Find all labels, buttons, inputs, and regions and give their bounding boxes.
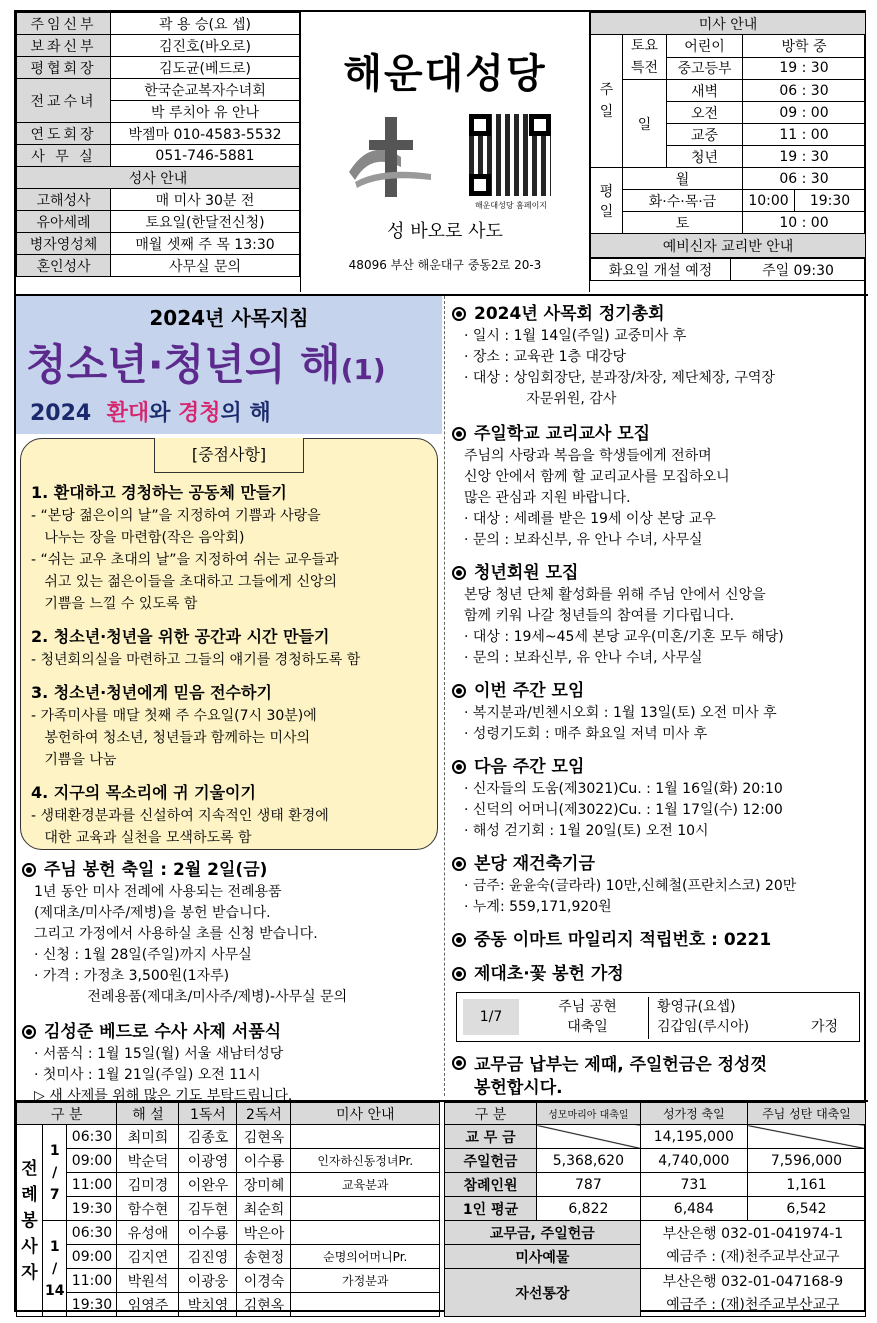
offering-names: 황영규(요셉) 김갑임(루시아) <box>657 999 750 1035</box>
notice-line: · 장소 : 교육관 1층 대강당 <box>464 349 627 365</box>
notice-title: 제대초·꽃 봉헌 가정 <box>474 964 624 984</box>
week-date: 1 / 7 <box>43 1125 67 1221</box>
offering-occasion: 주님 공현 대축일 <box>527 997 649 1039</box>
mass-time-cell: 11:00 <box>67 1173 117 1197</box>
role-label: 주임신부 <box>17 13 111 35</box>
focus-line: - “쉬는 교우 초대의 날”을 지정하여 쉬는 교우들과 <box>31 552 339 568</box>
col-header: 주님 성탄 대축일 <box>747 1103 865 1125</box>
notice-line: 자문위원, 감사 <box>464 391 617 407</box>
bank-label: 교무금, 주일헌금 <box>445 1221 641 1245</box>
value-cell: 7,596,000 <box>747 1149 865 1173</box>
mass-time-cell: 19:30 <box>67 1197 117 1221</box>
pastoral-banner <box>16 296 442 434</box>
left-notices <box>22 852 440 1107</box>
bullet-icon <box>22 863 36 877</box>
commentator-cell: 김미경 <box>117 1173 179 1197</box>
value-cell <box>747 1125 865 1149</box>
qr-finder <box>469 114 491 136</box>
value-cell: 6,822 <box>537 1197 641 1221</box>
notice-line: · 금주: 윤윤숙(글라라) 10만,신혜철(프란치스코) 20만 <box>464 878 797 894</box>
right-notices <box>452 296 866 986</box>
bullet-icon <box>452 760 466 774</box>
mass-guide-cell: 가정분과 <box>291 1269 440 1293</box>
notice-line: 본당 청년 단체 활성화를 위해 주님 안에서 신앙을 <box>464 587 766 603</box>
notice-line: ▷ 새 사제를 위해 많은 기도 부탁드립니다. <box>34 1088 293 1104</box>
mass-schedule <box>590 12 866 281</box>
notice-title: 2024년 사목회 정기총회 <box>474 304 665 324</box>
value-cell: 731 <box>640 1173 747 1197</box>
bank-holder: 예금주 : (재)천주교부산교구 <box>640 1245 865 1269</box>
notice-line: · 해성 걷기회 : 1월 20일(토) 오전 10시 <box>464 823 709 839</box>
focus-heading: 2. 청소년·청년을 위한 공간과 시간 만들기 <box>31 627 330 646</box>
bullet-icon <box>452 684 466 698</box>
col-header: 성모마리아 대축일 <box>537 1103 641 1125</box>
bulletin-page <box>14 10 866 1312</box>
mass-guide-cell: 인자하신동정녀Pr. <box>291 1149 440 1173</box>
notice-line: · 신덕의 어머니(제3022)Cu. : 1월 17일(수) 12:00 <box>464 802 783 818</box>
staff-table <box>16 12 300 277</box>
mass-row-label: 화·수·목·금 <box>623 190 743 212</box>
staff-name: 김도균(베드로) <box>111 57 300 79</box>
reading1-cell: 이광영 <box>179 1149 237 1173</box>
notice-block <box>452 679 866 745</box>
notice-line: (제대초/미사주/제병)을 봉헌 받습니다. <box>34 905 271 921</box>
mass-row-label: 청년 <box>667 146 743 168</box>
focus-heading: 3. 청소년·청년에게 믿음 전수하기 <box>31 683 272 702</box>
church-header <box>300 12 590 292</box>
notice-block <box>452 561 866 669</box>
value-cell: 14,195,000 <box>640 1125 747 1149</box>
reading1-cell: 김종호 <box>179 1125 237 1149</box>
banner-top: 2024년 사목지침 <box>149 306 309 330</box>
mass-guide-cell: 교육분과 <box>291 1173 440 1197</box>
staff-name: 한국순교복자수녀회 <box>111 79 300 101</box>
value-cell: 4,740,000 <box>640 1149 747 1173</box>
bullet-icon <box>452 307 466 321</box>
reading2-cell: 김현옥 <box>237 1125 291 1149</box>
row-label: 1인 평균 <box>445 1197 537 1221</box>
commentator-cell: 박원석 <box>117 1269 179 1293</box>
notice-line: · 누계: 559,171,920원 <box>464 899 612 915</box>
notice-line: · 문의 : 보좌신부, 유 안나 수녀, 사무실 <box>464 532 703 548</box>
mass-time-cell: 06:30 <box>67 1221 117 1245</box>
bank-label: 미사예물 <box>445 1245 641 1269</box>
focus-line: 대한 교육과 실천을 모색하도록 함 <box>31 830 252 846</box>
mass-time: 방학 중 <box>743 35 866 58</box>
mass-time: 19:30 <box>795 190 866 212</box>
mass-time: 09 : 00 <box>743 102 866 124</box>
mass-time-cell: 06:30 <box>67 1125 117 1149</box>
notice-title: 다음 주간 모임 <box>474 757 585 777</box>
commentator-cell: 김지연 <box>117 1245 179 1269</box>
value-cell <box>537 1125 641 1149</box>
reading1-cell: 김진영 <box>179 1245 237 1269</box>
bullet-icon <box>452 1056 466 1070</box>
reading1-cell: 이수룡 <box>179 1221 237 1245</box>
mass-guide-cell <box>291 1125 440 1149</box>
dues-notice: 교무금 납부는 제때, 주일헌금은 정성껏 봉헌합시다. <box>452 1050 866 1101</box>
week-date: 1 / 14 <box>43 1221 67 1317</box>
weekday-label: 평일 <box>591 168 623 234</box>
mass-time: 06 : 30 <box>743 168 866 190</box>
sacrament-title: 성사 안내 <box>17 167 300 189</box>
focus-line: 나누는 장을 마련함(작은 음악회) <box>31 530 245 546</box>
col-header: 2독서 <box>237 1103 291 1125</box>
focus-line: 기쁨을 나눔 <box>31 752 117 768</box>
sacrament-label: 고해성사 <box>17 189 111 211</box>
staff-name: 051-746-5881 <box>111 145 300 167</box>
notice-line: 신앙 안에서 함께 할 교리교사를 모집하오니 <box>464 469 730 485</box>
notice-title: 주일학교 교리교사 모집 <box>474 424 651 444</box>
bullet-icon <box>452 933 466 947</box>
offering-date: 1/7 <box>463 999 519 1035</box>
value-cell: 1,161 <box>747 1173 865 1197</box>
staff-name: 곽 용 승(요 셉) <box>111 13 300 35</box>
notice-block <box>22 858 440 1008</box>
col-header: 구 분 <box>17 1103 117 1125</box>
bullet-icon <box>452 566 466 580</box>
church-name: 해운대성당 <box>343 51 547 97</box>
focus-heading: 4. 지구의 목소리에 귀 기울이기 <box>31 783 256 802</box>
value-cell: 6,542 <box>747 1197 865 1221</box>
focus-title: [중점사항] <box>154 438 304 473</box>
role-label: 사 무 실 <box>17 145 111 167</box>
notice-title: 주님 봉헌 축일 : 2월 2일(금) <box>44 860 268 880</box>
notice-line: · 대상 : 상임회장단, 분과장/차장, 제단체장, 구역장 <box>464 370 775 386</box>
row-label: 교 무 금 <box>445 1125 537 1149</box>
bullet-icon <box>22 1025 36 1039</box>
notice-line: · 일시 : 1월 14일(주일) 교중미사 후 <box>464 328 687 344</box>
notice-line: · 신청 : 1월 28일(주일)까지 사무실 <box>34 947 252 963</box>
sacrament-value: 사무실 문의 <box>111 255 300 277</box>
sacrament-value: 매월 셋째 주 목 13:30 <box>111 233 300 255</box>
role-label: 보좌신부 <box>17 35 111 57</box>
mass-time-cell: 09:00 <box>67 1149 117 1173</box>
sat-special-label: 토요 특전 <box>623 35 667 80</box>
bank-account: 부산은행 032-01-047168-9 <box>640 1269 865 1293</box>
dues-notice-line2: 봉헌합시다. <box>474 1078 563 1098</box>
mass-row-label: 월 <box>623 168 743 190</box>
notice-line: 주님의 사랑과 복음을 학생들에게 전하며 <box>464 448 712 464</box>
focus-line: - 청년회의실을 마련하고 그들의 얘기를 경청하도록 함 <box>31 652 361 668</box>
mass-row-label: 토 <box>623 212 743 234</box>
day-label: 일 <box>623 80 667 168</box>
mass-time: 19 : 30 <box>743 146 866 168</box>
catechumen-time: 주일 09:30 <box>731 259 866 281</box>
reading1-cell: 이광웅 <box>179 1269 237 1293</box>
mass-row-label: 중고등부 <box>667 57 743 80</box>
church-logo-icon <box>341 112 441 202</box>
banner-main: 청소년·청년의 해(1) <box>26 340 386 389</box>
focus-heading: 1. 환대하고 경청하는 공동체 만들기 <box>31 483 287 502</box>
notice-title: 김성준 베드로 수사 사제 서품식 <box>44 1022 282 1042</box>
mass-row-label: 교중 <box>667 124 743 146</box>
reading2-cell: 장미혜 <box>237 1173 291 1197</box>
focus-box <box>20 438 438 850</box>
notice-block <box>452 962 866 986</box>
notice-title: 청년회원 모집 <box>474 563 579 583</box>
mass-guide-cell: 순명의어머니Pr. <box>291 1245 440 1269</box>
value-cell: 787 <box>537 1173 641 1197</box>
notice-title: 이번 주간 모임 <box>474 681 585 701</box>
mass-guide-cell <box>291 1293 440 1317</box>
role-label: 평협회장 <box>17 57 111 79</box>
notice-line: · 서품식 : 1월 15일(월) 서울 새남터성당 <box>34 1046 284 1062</box>
catechumen-day: 화요일 개설 예정 <box>591 259 731 281</box>
notice-line: 전례용품(제대초/미사주/제병)-사무실 문의 <box>34 989 348 1005</box>
notice-line: · 첫미사 : 1월 21일(주일) 오전 11시 <box>34 1067 261 1083</box>
sacrament-value: 토요일(한달전신청) <box>111 211 300 233</box>
reading1-cell: 이완우 <box>179 1173 237 1197</box>
patron-saint: 성 바오로 사도 <box>387 221 503 242</box>
notice-block <box>452 302 866 410</box>
col-header: 해 설 <box>117 1103 179 1125</box>
notice-line: · 가격 : 가정초 3,500원(1자루) <box>34 968 230 984</box>
reading2-cell: 김현옥 <box>237 1293 291 1317</box>
col-header: 1독서 <box>179 1103 237 1125</box>
column-divider <box>444 296 445 1096</box>
qr-finder <box>469 174 491 196</box>
mass-time: 06 : 30 <box>743 80 866 102</box>
notice-block <box>452 755 866 842</box>
notice-line: · 신자들의 도움(제3021)Cu. : 1월 16일(화) 20:10 <box>464 781 783 797</box>
reading2-cell: 이경숙 <box>237 1269 291 1293</box>
staff-name: 김진호(바오로) <box>111 35 300 57</box>
row-label: 참례인원 <box>445 1173 537 1197</box>
notice-line: · 성령기도회 : 매주 화요일 저녁 미사 후 <box>464 726 708 742</box>
church-address: 48096 부산 해운대구 중동2로 20-3 <box>348 258 542 272</box>
commentator-cell: 임영주 <box>117 1293 179 1317</box>
staff-name: 박 루치아 유 안나 <box>111 101 300 123</box>
offering-suffix: 가정 <box>811 1019 839 1035</box>
mass-row-label: 새벽 <box>667 80 743 102</box>
col-header: 미사 안내 <box>291 1103 440 1125</box>
sacrament-value: 매 미사 30분 전 <box>111 189 300 211</box>
bank-holder: 예금주 : (재)천주교부산교구 <box>640 1293 865 1317</box>
bullet-icon <box>452 427 466 441</box>
col-header: 성가정 축일 <box>640 1103 747 1125</box>
col-header: 구 분 <box>445 1103 537 1125</box>
bank-account: 부산은행 032-01-041974-1 <box>640 1221 865 1245</box>
sacrament-label: 혼인성사 <box>17 255 111 277</box>
mass-guide-cell <box>291 1197 440 1221</box>
reading1-cell: 박치영 <box>179 1293 237 1317</box>
reading1-cell: 김두현 <box>179 1197 237 1221</box>
focus-line: 쉬고 있는 젊은이들을 초대하고 그들에게 신앙의 <box>31 574 338 590</box>
servers-side-label: 전 례 봉 사 자 <box>17 1125 43 1317</box>
notice-line: · 대상 : 19세~45세 본당 교우(미혼/기혼 모두 해당) <box>464 629 784 645</box>
servers-table <box>16 1102 440 1317</box>
notice-line: · 복지분과/빈첸시오회 : 1월 13일(토) 오전 미사 후 <box>464 705 777 721</box>
commentator-cell: 박순덕 <box>117 1149 179 1173</box>
focus-line: - 가족미사를 매달 첫째 주 수요일(7시 30분)에 <box>31 708 317 724</box>
mass-time-cell: 19:30 <box>67 1293 117 1317</box>
commentator-cell: 함수현 <box>117 1197 179 1221</box>
mass-time-cell: 11:00 <box>67 1269 117 1293</box>
value-cell: 5,368,620 <box>537 1149 641 1173</box>
bullet-icon <box>452 967 466 981</box>
role-label: 전교수녀 <box>17 79 111 123</box>
value-cell: 6,484 <box>640 1197 747 1221</box>
focus-items <box>21 473 437 849</box>
notice-line: · 대상 : 세례를 받은 19세 이상 본당 교우 <box>464 511 716 527</box>
focus-line: 기쁨을 느낄 수 있도록 함 <box>31 596 198 612</box>
bullet-icon <box>452 857 466 871</box>
qr-finder <box>529 114 551 136</box>
notice-line: 함께 키워 나갈 청년들의 참여를 기다립니다. <box>464 608 735 624</box>
notice-line: 1년 동안 미사 전례에 사용되는 전례용품 <box>34 884 282 900</box>
notice-title: 중동 이마트 마일리지 적립번호 : 0221 <box>474 930 772 950</box>
commentator-cell: 최미희 <box>117 1125 179 1149</box>
bank-label: 자선통장 <box>445 1269 641 1317</box>
notice-block <box>22 1020 440 1107</box>
sacrament-label: 병자영성체 <box>17 233 111 255</box>
qr-caption: 해운대성당 홈페이지 <box>474 201 548 210</box>
offering-table <box>456 992 860 1042</box>
mass-guide-cell <box>291 1221 440 1245</box>
mass-time-cell: 09:00 <box>67 1245 117 1269</box>
focus-line: - “본당 젊은이의 날”을 지정하여 기쁨과 사랑을 <box>31 508 321 524</box>
notice-block <box>452 852 866 918</box>
reading2-cell: 이수룡 <box>237 1149 291 1173</box>
staff-name: 박젬마 010-4583-5532 <box>111 123 300 145</box>
mass-time: 10 : 00 <box>743 212 866 234</box>
mass-row-label: 오전 <box>667 102 743 124</box>
commentator-cell: 유성애 <box>117 1221 179 1245</box>
mass-title: 미사 안내 <box>591 13 866 35</box>
row-label: 주일헌금 <box>445 1149 537 1173</box>
notice-line: · 문의 : 보좌신부, 유 안나 수녀, 사무실 <box>464 650 703 666</box>
mass-time: 11 : 00 <box>743 124 866 146</box>
role-label: 연도회장 <box>17 123 111 145</box>
notice-block <box>452 928 866 952</box>
notice-line: 그리고 가정에서 사용하실 초를 신청 받습니다. <box>34 926 318 942</box>
notice-line: 많은 관심과 지원 바랍니다. <box>464 490 631 506</box>
reading2-cell: 최순희 <box>237 1197 291 1221</box>
notice-block <box>452 422 866 551</box>
sunday-label: 주일 <box>591 35 623 168</box>
mass-time: 19 : 30 <box>743 57 866 80</box>
mass-time: 10:00 <box>743 190 795 212</box>
catechumen-title: 예비신자 교리반 안내 <box>591 234 866 258</box>
finance-table <box>444 1102 866 1317</box>
notice-title: 본당 재건축기금 <box>474 854 595 874</box>
banner-sub: 2024 환대와 경청의 해 <box>30 401 271 426</box>
sacrament-label: 유아세례 <box>17 211 111 233</box>
focus-line: - 생태환경분과를 신설하여 지속적인 생태 환경에 <box>31 808 329 824</box>
reading2-cell: 박은아 <box>237 1221 291 1245</box>
mass-row-label: 어린이 <box>667 35 743 58</box>
focus-line: 봉헌하여 청소년, 청년들과 함께하는 미사의 <box>31 730 311 746</box>
reading2-cell: 송현정 <box>237 1245 291 1269</box>
